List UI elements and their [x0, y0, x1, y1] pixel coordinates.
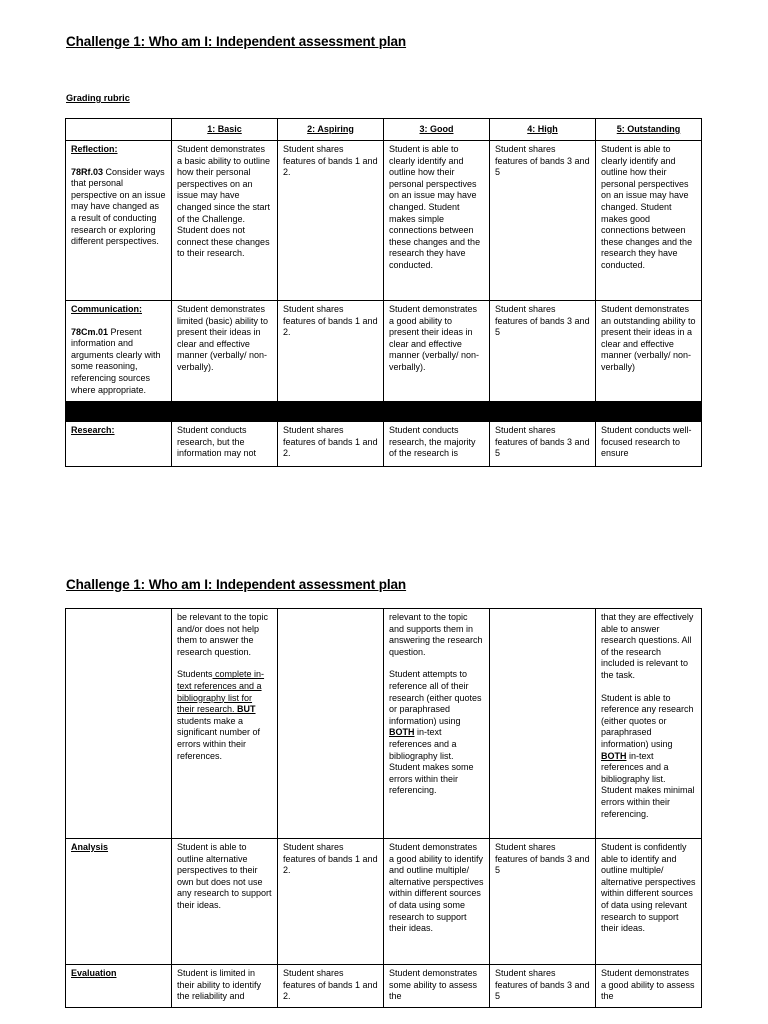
evaluation-band-4: Student shares features of bands 3 and 5: [490, 965, 596, 1008]
evaluation-band-2: Student shares features of bands 1 and 2.: [278, 965, 384, 1008]
research-criterion-cell: [66, 422, 172, 467]
analysis-band-4: Student shares features of bands 3 and 5: [490, 839, 596, 965]
communication-band-2: Student shares features of bands 1 and 2.: [278, 301, 384, 402]
evaluation-criterion-cell: [66, 965, 172, 1008]
header-row: [66, 119, 702, 141]
research-cont-band5-p2: Student is able to reference any research (either quotes or paraphrased information) using BOTH in-text references and a bibliography list. Student makes minimal errors within their referencing.: [601, 692, 695, 819]
evaluation-band-5: Student demonstrates a good ability to assess the: [596, 965, 702, 1008]
communication-code: 78Cm.01: [71, 326, 109, 337]
reflection-band-1: Student demonstrates a basic ability to outline how their personal perspectives on an issue may have changed since the start of the Challenge. Student does not connect these changes to their research.: [172, 141, 278, 301]
divider-bar-cell: [66, 402, 702, 422]
research-continued-criterion-cell: [66, 609, 172, 839]
research-band-1: Student conducts research, but the information may not: [172, 422, 278, 467]
communication-row: [66, 301, 702, 402]
communication-band-3: Student demonstrates a good ability to present their ideas in clear and effective manner (verbally/ non-verbally).: [384, 301, 490, 402]
header-band-4: 4: High: [490, 119, 596, 141]
research-band-5: Student conducts well-focused research to ensure: [596, 422, 702, 467]
research-continued-row: [66, 609, 702, 839]
reflection-band-5: Student is able to clearly identify and outline how their personal perspectives on an issue may have changed. Student makes good connections between these changes and the research they have conducted.: [596, 141, 702, 301]
analysis-criterion-cell: [66, 839, 172, 965]
research-continued-band-3: [384, 609, 490, 839]
reflection-code: 78Rf.03: [71, 166, 104, 177]
rubric-subtitle: Grading rubric: [66, 93, 130, 103]
analysis-band-3: Student demonstrates a good ability to identify and outline multiple/ alternative perspectives within different sources of data using some research to support their ideas.: [384, 839, 490, 965]
header-band-1: 1: Basic: [172, 119, 278, 141]
communication-band-5: Student demonstrates an outstanding ability to present their ideas in a clear and effective manner (verbally/ non-verbally): [596, 301, 702, 402]
page-title: Challenge 1: Who am I: Independent assessment plan: [66, 34, 407, 49]
page-title-repeat: Challenge 1: Who am I: Independent assessment plan: [66, 577, 407, 592]
research-label: Research:: [71, 425, 115, 435]
communication-label: Communication:: [71, 304, 142, 314]
communication-band-4: Student shares features of bands 3 and 5: [490, 301, 596, 402]
analysis-label: Analysis: [71, 842, 109, 852]
research-continued-band-1: [172, 609, 278, 839]
research-cont-band1-p1: be relevant to the topic and/or does not help them to answer the research question.: [177, 612, 269, 657]
research-continued-band-4: [490, 609, 596, 839]
research-band-2: Student shares features of bands 1 and 2.: [278, 422, 384, 467]
rubric-table-page1: [65, 118, 702, 467]
research-band-4: Student shares features of bands 3 and 5: [490, 422, 596, 467]
rubric-table-page2: [65, 608, 702, 1008]
research-row: [66, 422, 702, 467]
research-continued-band-5: [596, 609, 702, 839]
communication-desc: Present information and arguments clearly with some reasoning, referencing sources where appropriate.: [71, 326, 161, 395]
reflection-label: Reflection:: [71, 144, 118, 154]
header-band-5: 5: Outstanding: [596, 119, 702, 141]
evaluation-label: Evaluation: [71, 968, 117, 978]
communication-criterion-cell: [66, 301, 172, 402]
research-band-3: Student conducts research, the majority of the research is: [384, 422, 490, 467]
divider-bar: [66, 402, 702, 422]
research-cont-band3-p2: Student attempts to reference all of their research (either quotes or paraphrased information) using BOTH in-text references and a bibliography list. Student makes some errors within their referencing.: [389, 669, 482, 796]
research-cont-band3-p1: relevant to the topic and supports them in answering the research question.: [389, 612, 483, 657]
analysis-row: [66, 839, 702, 965]
header-band-3: 3: Good: [384, 119, 490, 141]
analysis-band-1: Student is able to outline alternative perspectives to their own but does not use any research to support their ideas.: [172, 839, 278, 965]
evaluation-row: [66, 965, 702, 1008]
research-cont-band1-p2: Students complete in-text references and a bibliography list for their research. BUT students make a significant number of errors within their references.: [177, 669, 265, 761]
header-band-2: 2: Aspiring: [278, 119, 384, 141]
header-empty-cell: [66, 119, 172, 141]
analysis-band-2: Student shares features of bands 1 and 2.: [278, 839, 384, 965]
evaluation-band-1: Student is limited in their ability to identify the reliability and: [172, 965, 278, 1008]
reflection-row: [66, 141, 702, 301]
reflection-band-4: Student shares features of bands 3 and 5: [490, 141, 596, 301]
evaluation-band-3: Student demonstrates some ability to assess the: [384, 965, 490, 1008]
reflection-band-3: Student is able to clearly identify and outline how their personal perspectives on an issue may have changed. Student makes simple connections between these changes and the research they have conducted.: [384, 141, 490, 301]
research-cont-band5-p1: that they are effectively able to answer research questions. All of the research included is relevant to the task.: [601, 612, 694, 680]
communication-band-1: Student demonstrates limited (basic) ability to present their ideas in clear and effective manner (verbally/ non-verbally).: [172, 301, 278, 402]
reflection-criterion-cell: [66, 141, 172, 301]
research-continued-band-2: [278, 609, 384, 839]
reflection-desc: Consider ways that personal perspective on an issue may have changed as a result of conducting research or exploring different perspectives.: [71, 166, 166, 247]
analysis-band-5: Student is confidently able to identify and outline multiple/ alternative perspectives within different sources of data using relevant research to support their ideas.: [596, 839, 702, 965]
reflection-band-2: Student shares features of bands 1 and 2.: [278, 141, 384, 301]
